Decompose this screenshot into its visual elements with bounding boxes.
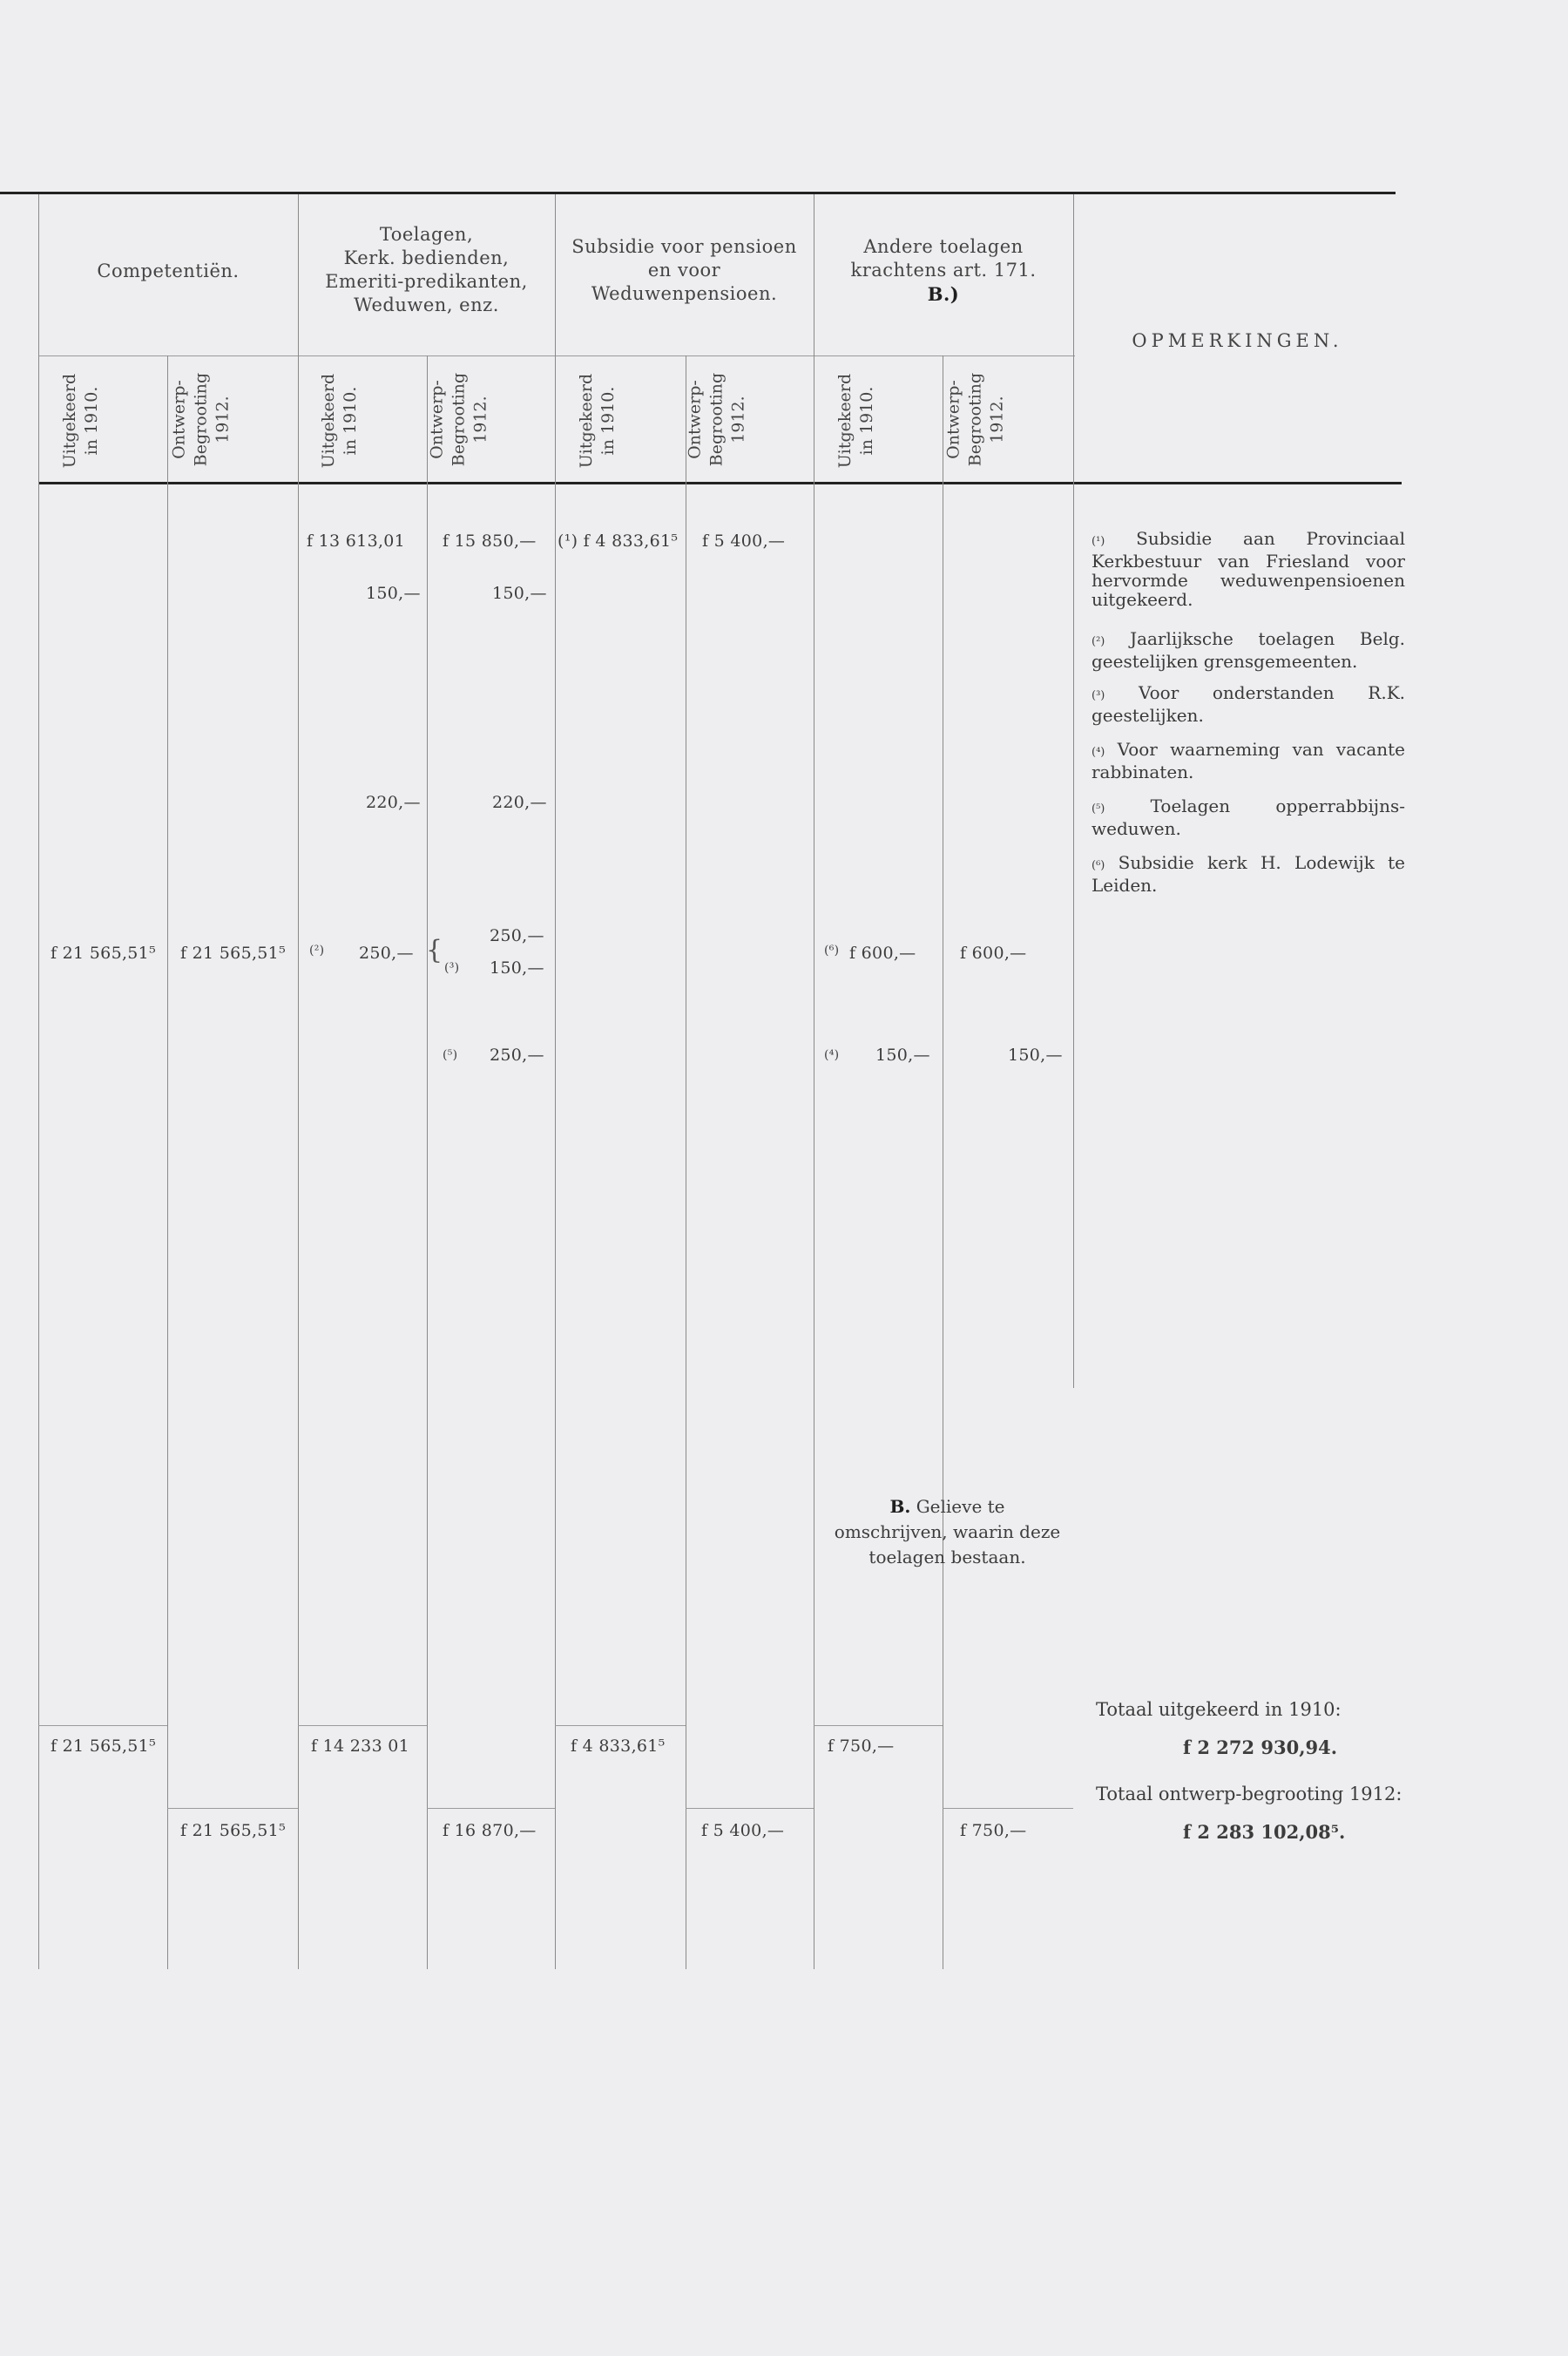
subheader-andere-1910: Uitgekeerd in 1910. <box>835 373 876 469</box>
b-note: B. Gelieve te omschrijven, waarin deze toelagen bestaan. <box>834 1496 1061 1567</box>
r2-toel-1910: 150,— <box>366 584 421 603</box>
header-toelagen: Toelagen, Kerk. bedienden, Emeriti-predikanten, Weduwen, enz. <box>325 224 528 315</box>
note-4: (⁴) Voor waarneming van vacante rabbinaten. <box>1092 739 1405 782</box>
r4-andere-1910: f 600,— <box>849 944 916 963</box>
grand-total-1910-value: f 2 272 930,94. <box>1183 1737 1338 1758</box>
col-line-1 <box>167 355 168 1969</box>
col-line-3 <box>427 355 428 1969</box>
r5-toel-1912: 250,— <box>490 1046 544 1065</box>
subheader-comp-1912: Ontwerp- Begrooting 1912. <box>169 372 233 467</box>
note-1: (¹) Subsidie aan Provinciaal Kerkbestuur van Friesland voor hervormde weduwenpensioenen uitgekeerd. <box>1092 528 1406 610</box>
total-1912-toel: f 16 870,— <box>443 1821 537 1840</box>
r2-toel-1912: 150,— <box>492 584 547 603</box>
group-header-separator <box>38 355 1075 356</box>
total-line-comp-1910 <box>38 1725 167 1726</box>
note-6: (⁶) Subsidie kerk H. Lodewijk te Leiden. <box>1092 852 1405 896</box>
r4-brace-icon: { <box>426 935 443 965</box>
header-andere: Andere toelagen krachtens art. 171. B.) <box>850 236 1037 305</box>
total-1910-toel: f 14 233 01 <box>311 1737 410 1756</box>
r4-comp-1912: f 21 565,51⁵ <box>180 944 286 963</box>
header-bottom-rule <box>38 482 1402 484</box>
r5-toel-1912-mark: (⁵) <box>443 1048 458 1062</box>
r3-toel-1910: 220,— <box>366 793 421 812</box>
col-line-4 <box>555 194 556 1969</box>
r4-andere-1912: f 600,— <box>960 944 1027 963</box>
note-3: (³) Voor onderstanden R.K. geestelijken. <box>1092 682 1405 726</box>
total-line-andere-1910 <box>814 1725 943 1726</box>
r4-andere-1910-mark: (⁶) <box>824 944 840 958</box>
r1-toel-1912: f 15 850,— <box>443 531 537 551</box>
r4-toel-1912-b-mark: (³) <box>444 961 460 975</box>
subheader-toel-1912: Ontwerp- Begrooting 1912. <box>427 372 490 467</box>
header-subsidie: Subsidie voor pensioen en voor Weduwenpensioen. <box>571 236 797 304</box>
header-competenties: Competentiën. <box>97 261 240 281</box>
r3-toel-1912: 220,— <box>492 793 547 812</box>
grand-total-1912-value: f 2 283 102,08⁵. <box>1183 1821 1346 1843</box>
subheader-toel-1910: Uitgekeerd in 1910. <box>319 373 360 469</box>
r4-comp-1910: f 21 565,51⁵ <box>51 944 156 963</box>
note-5: (⁵) Toelagen opperrabbijns-weduwen. <box>1092 795 1405 839</box>
total-1910-comp: f 21 565,51⁵ <box>51 1737 156 1756</box>
grand-total-1912-label: Totaal ontwerp-begrooting 1912: <box>1096 1784 1402 1804</box>
total-line-comp-1912 <box>167 1808 298 1809</box>
r5-andere-1910-mark: (⁴) <box>824 1048 840 1062</box>
r5-andere-1910: 150,— <box>875 1046 930 1065</box>
subheader-comp-1910: Uitgekeerd in 1910. <box>60 373 101 469</box>
subheader-andere-1912: Ontwerp- Begrooting 1912. <box>943 372 1007 467</box>
r4-toel-1912-a: 250,— <box>490 926 544 945</box>
total-1912-sub: f 5 400,— <box>701 1821 785 1840</box>
r4-toel-1912-b: 150,— <box>490 958 544 978</box>
r4-toel-1910-mark: (²) <box>309 944 325 958</box>
header-opmerkingen: OPMERKINGEN. <box>1132 330 1343 351</box>
top-rule <box>0 192 1396 194</box>
total-line-sub-1912 <box>686 1808 814 1809</box>
note-2: (²) Jaarlijksche toelagen Belg. geestelijken grensgemeenten. <box>1092 628 1406 672</box>
total-line-andere-1912 <box>943 1808 1073 1809</box>
col-line-2 <box>298 194 299 1969</box>
subheader-sub-1910: Uitgekeerd in 1910. <box>577 373 618 469</box>
total-line-toel-1910 <box>298 1725 427 1726</box>
r1-sub-1910: (¹) f 4 833,61⁵ <box>558 531 679 551</box>
total-1912-andere: f 750,— <box>960 1821 1027 1840</box>
subheader-sub-1912: Ontwerp- Begrooting 1912. <box>685 372 748 467</box>
col-line-0 <box>38 194 39 1969</box>
col-line-8 <box>1073 194 1074 1388</box>
r1-toel-1910: f 13 613,01 <box>307 531 406 551</box>
r4-toel-1910: 250,— <box>359 944 414 963</box>
r1-sub-1912: f 5 400,— <box>702 531 786 551</box>
r5-andere-1912: 150,— <box>1008 1046 1063 1065</box>
total-1910-andere: f 750,— <box>828 1737 895 1756</box>
total-1912-comp: f 21 565,51⁵ <box>180 1821 286 1840</box>
total-line-sub-1910 <box>555 1725 686 1726</box>
total-line-toel-1912 <box>427 1808 555 1809</box>
grand-total-1910-label: Totaal uitgekeerd in 1910: <box>1096 1699 1342 1720</box>
total-1910-sub: f 4 833,61⁵ <box>571 1737 666 1756</box>
